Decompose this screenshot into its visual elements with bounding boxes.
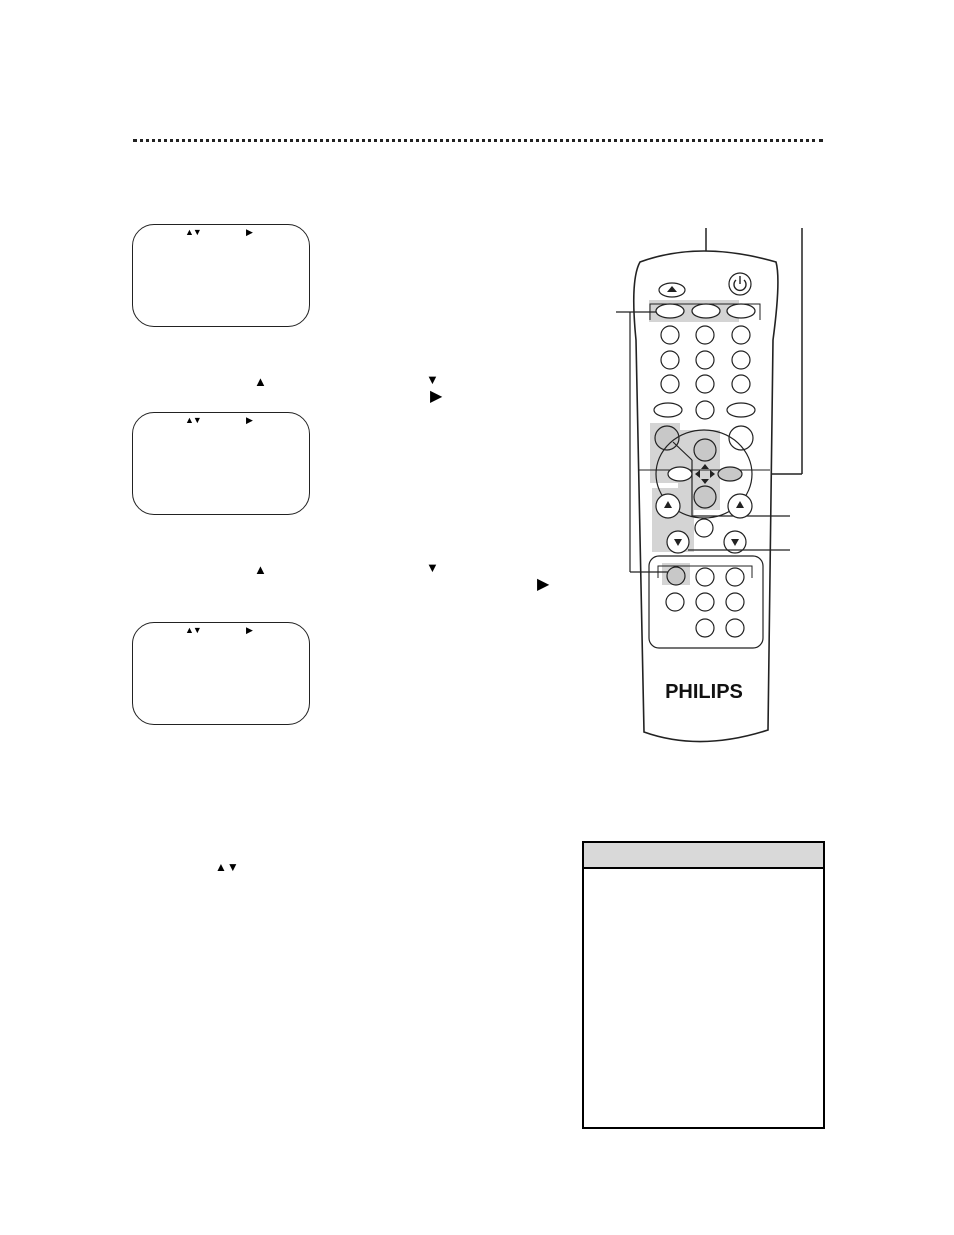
fast-forward-button[interactable] [718,467,742,481]
down-arrow-icon: ▼ [426,560,439,575]
right-arrow-icon: ▶ [430,388,443,405]
cbl-button[interactable] [727,304,755,318]
right-arrow-icon: ▶ [537,576,550,593]
up-down-arrows-icon: ▲▼ [185,625,201,635]
helpful-hints-box [582,841,825,1129]
remote-control-illustration [580,220,820,760]
up-arrow-icon: ▲ [254,374,267,389]
up-down-arrows-icon: ▲▼ [215,860,239,874]
play-arrow-icon: ▶ [246,625,253,635]
tv-menu-screen-1 [132,224,310,327]
helpful-hints-header [584,843,823,869]
stop-button[interactable] [694,486,716,508]
mute-button[interactable] [695,519,713,537]
down-arrow-icon: ▼ [426,372,439,387]
play-button[interactable] [694,439,716,461]
up-down-arrows-icon: ▲▼ [185,415,201,425]
play-arrow-icon: ▶ [246,415,253,425]
section-divider [133,139,823,142]
tv-menu-screen-2 [132,412,310,515]
up-down-arrows-icon: ▲▼ [185,227,201,237]
rewind-button[interactable] [668,467,692,481]
tv-menu-screen-3 [132,622,310,725]
tv-button[interactable] [692,304,720,318]
play-arrow-icon: ▶ [246,227,253,237]
up-arrow-icon: ▲ [254,562,267,577]
vcr-button[interactable] [656,304,684,318]
brand-logo: PHILIPS [665,681,743,703]
